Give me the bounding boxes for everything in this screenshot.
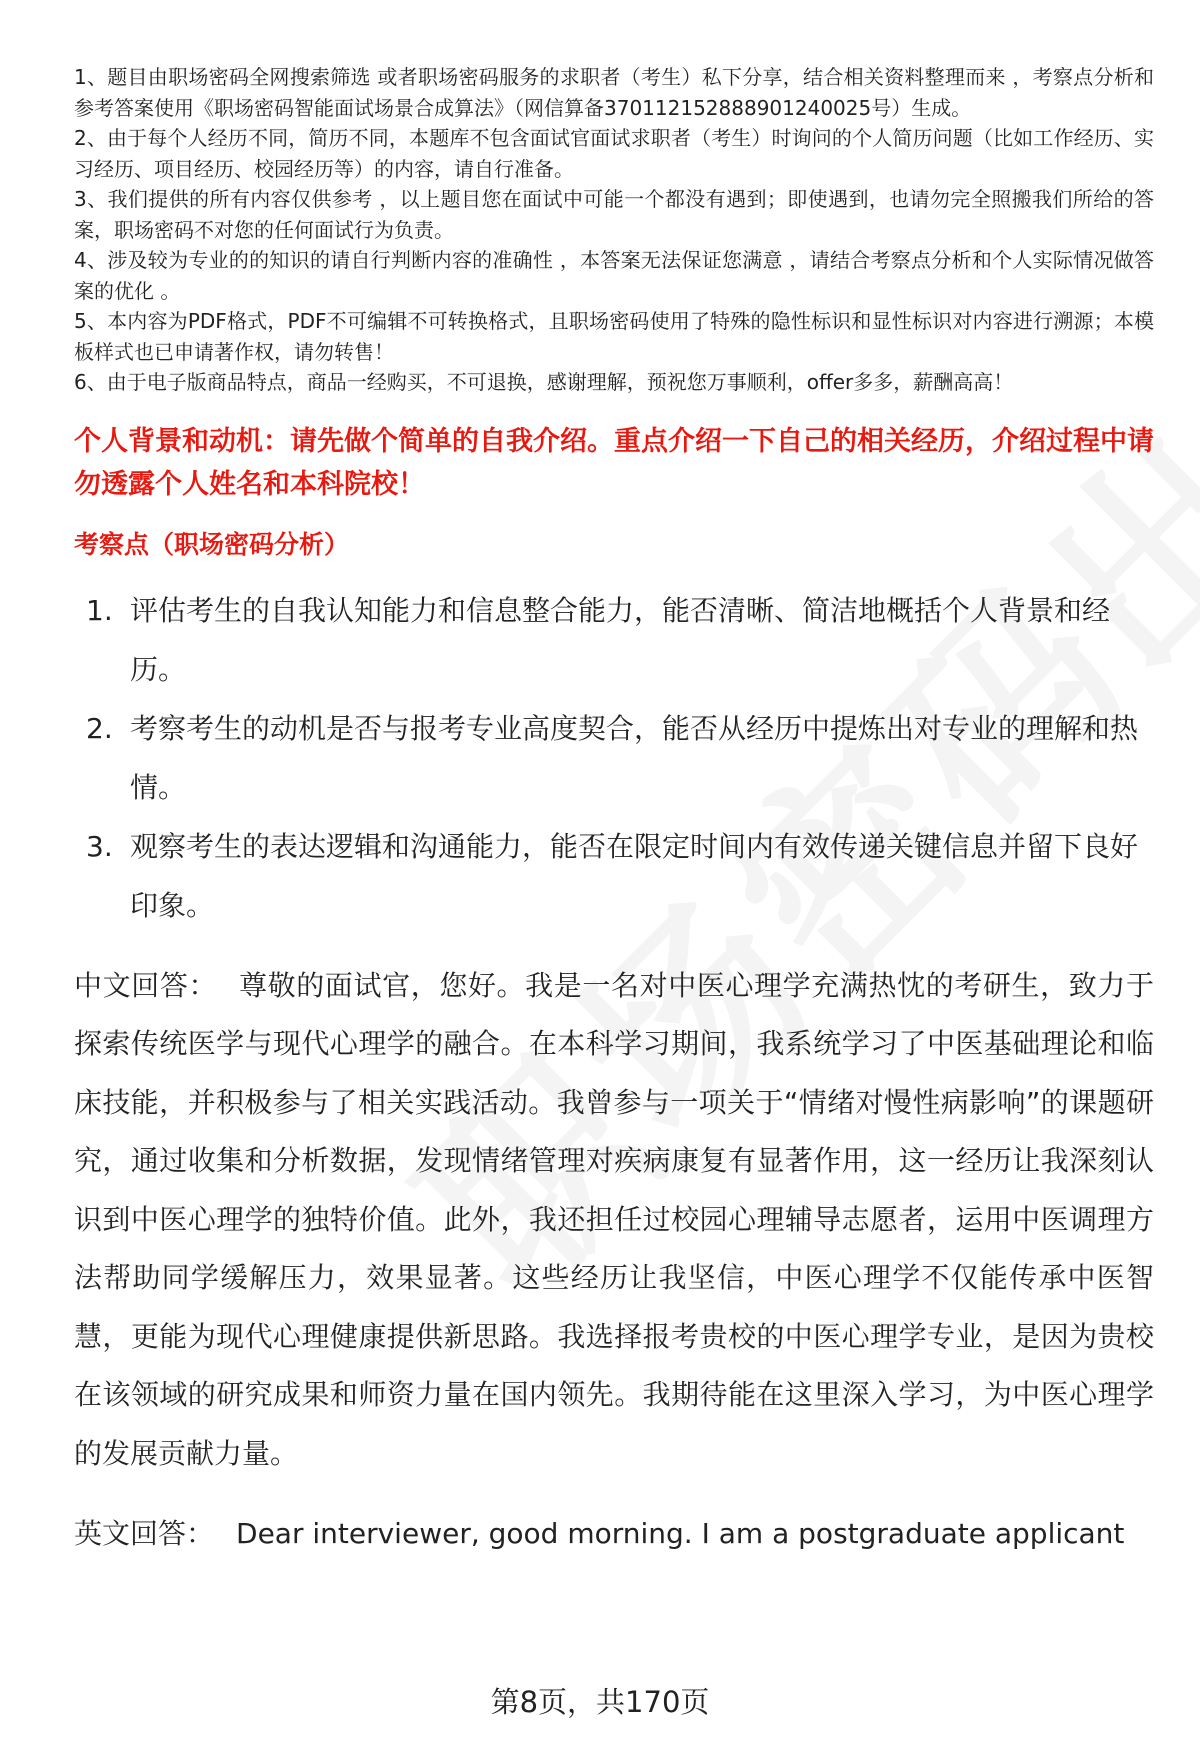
analysis-point [74,699,1154,817]
point-number: 3. [86,829,113,863]
analysis-point [74,817,1154,935]
analysis-point [74,581,1154,699]
point-text: 考察考生的动机是否与报考专业高度契合，能否从经历中提炼出对专业的理解和热情。 [130,711,1139,804]
document-page [74,62,1154,1563]
notice-item: 6、由于电子版商品特点，商品一经购买，不可退换，感谢理解，预祝您万事顺利，offer多多，薪酬高高！ [74,370,1014,394]
notice-item: 3、我们提供的所有内容仅供参考 ，以上题目您在面试中可能一个都没有遇到；即使遇到，也请勿完全照搬我们所给的答案，职场密码不对您的任何面试行为负责。 [74,187,1154,242]
notice-list [74,62,1154,398]
notice-item: 2、由于每个人经历不同，简历不同，本题库不包含面试官面试求职者（考生）时询问的个人简历问题（比如工作经历、实习经历、项目经历、校园经历等）的内容，请自行准备。 [74,126,1154,181]
english-answer-text: Dear interviewer, good morning. I am a postgraduate applicant [236,1517,1125,1550]
english-answer [74,1505,1154,1563]
notice-item: 5、本内容为PDF格式，PDF不可编辑不可转换格式，且职场密码使用了特殊的隐性标识和显性标识对内容进行溯源；本模板样式也已申请著作权，请勿转售！ [74,309,1154,364]
analysis-heading: 考察点（职场密码分析） [74,529,350,559]
point-number: 1. [86,593,113,627]
notice-item: 4、涉及较为专业的的知识的请自行判断内容的准确性 ，本答案无法保证您满意 ，请结合考察点分析和个人实际情况做答案的优化 。 [74,248,1154,303]
interview-question: 个人背景和动机：请先做个简单的自我介绍。重点介绍一下自己的相关经历，介绍过程中请勿透露个人姓名和本科院校！ [74,425,1154,500]
page-number: 第8页，共170页 [490,1685,710,1719]
point-text: 评估考生的自我认知能力和信息整合能力，能否清晰、简洁地概括个人背景和经历。 [130,593,1111,686]
english-answer-label: 英文回答： [74,1517,215,1550]
chinese-answer-label: 中文回答： [74,968,218,1002]
chinese-answer-text: 尊敬的面试官，您好。我是一名对中医心理学充满热忱的考研生，致力于探索传统医学与现代心理学的融合。在本科学习期间，我系统学习了中医基础理论和临床技能，并积极参与了相关实践活动。我曾参与一项关于“情绪对慢性病影响”的课题研究，通过收集和分析数据，发现情绪管理对疾病康复有显著作用，这一经历让我深刻认识到中医心理学的独特价值。此外，我还担任过校园心理辅导志愿者，运用中医调理方法帮助同学缓解压力，效果显著。这些经历让我坚信，中医心理学不仅能传承中医智慧，更能为现代心理健康提供新思路。我选择报考贵校的中医心理学专业，是因为贵校在该领域的研究成果和师资力量在国内领先。我期待能在这里深入学习，为中医心理学的发展贡献力量。 [74,968,1154,1470]
chinese-answer [74,957,1154,1484]
analysis-points [74,581,1154,935]
point-text: 观察考生的表达逻辑和沟通能力，能否在限定时间内有效传递关键信息并留下良好印象。 [130,829,1139,922]
point-number: 2. [86,711,113,745]
notice-item: 1、题目由职场密码全网搜索筛选 或者职场密码服务的求职者（考生）私下分享，结合相关资料整理而来 ，考察点分析和参考答案使用《职场密码智能面试场景合成算法》（网信算备370112152888901240025号）生成。 [74,65,1154,120]
